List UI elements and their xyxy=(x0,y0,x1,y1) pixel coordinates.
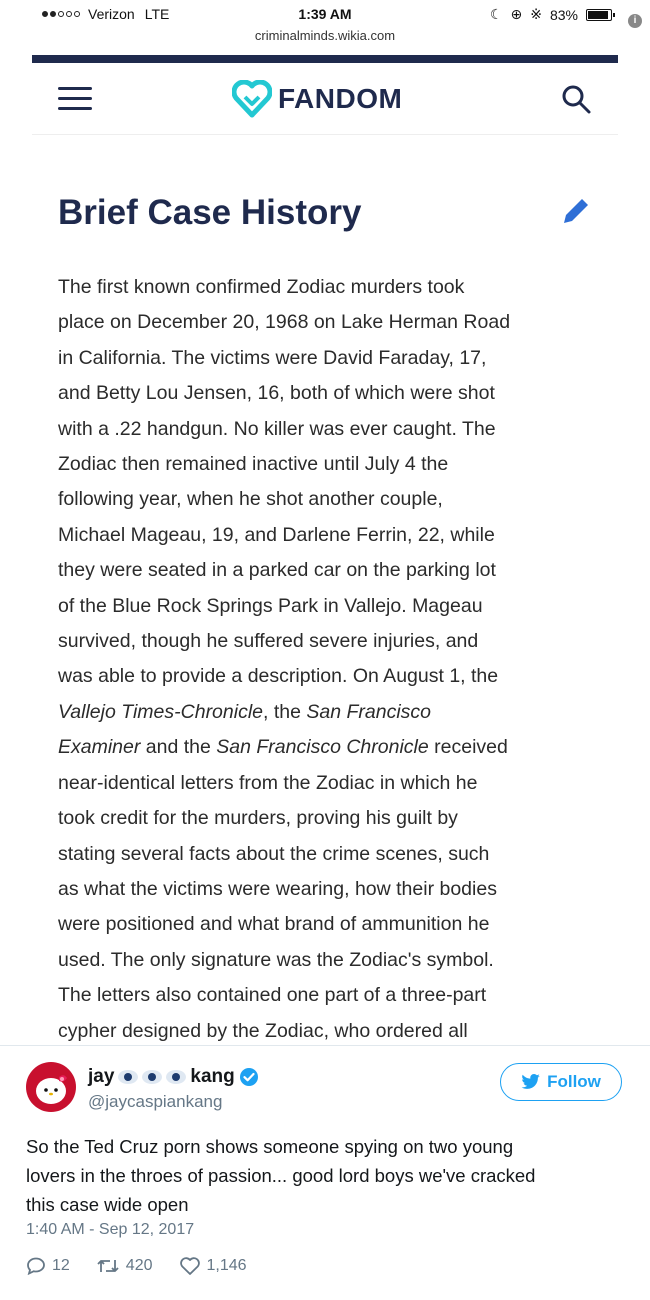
article-line: of the Blue Rock Springs Park in Vallejo. Mageau xyxy=(58,594,483,617)
article xyxy=(32,135,618,1045)
article-line: in California. The victims were David Faraday, 17, xyxy=(58,346,487,369)
status-bar xyxy=(32,0,618,28)
avatar[interactable] xyxy=(26,1062,76,1112)
article-line: were positioned and what brand of ammunition he xyxy=(58,913,490,936)
bluetooth-icon: ※ xyxy=(530,6,542,22)
status-icons xyxy=(490,6,612,23)
retweet-icon xyxy=(96,1257,120,1275)
edit-pencil-icon[interactable] xyxy=(558,193,594,229)
newspaper-title: San Francisco Chronicle xyxy=(216,736,429,759)
article-title: Brief Case History xyxy=(58,193,362,232)
article-body xyxy=(58,270,590,1045)
article-line: and Betty Lou Jensen, 16, both of which were shot xyxy=(58,382,495,405)
header-divider xyxy=(32,55,618,63)
article-line: used. The only signature was the Zodiac's symbol. xyxy=(58,948,494,971)
clock: 1:39 AM xyxy=(298,6,352,22)
menu-icon[interactable] xyxy=(58,87,92,111)
display-name[interactable]: jay kang xyxy=(88,1066,259,1088)
site-header xyxy=(32,63,618,135)
verified-badge-icon xyxy=(239,1067,259,1087)
avatar-image xyxy=(26,1062,76,1112)
location-icon: ⊕ xyxy=(510,6,523,22)
article-line: place on December 20, 1968 on Lake Herman Road xyxy=(58,311,511,334)
article-line: The first known confirmed Zodiac murders took xyxy=(58,276,465,298)
newspaper-title: Vallejo Times-Chronicle xyxy=(58,700,264,723)
article-line: Zodiac then remained inactive until July 4 the xyxy=(58,453,449,476)
network-type: LTE xyxy=(144,6,170,22)
carrier-name: Verizon xyxy=(88,6,135,22)
article-line: following year, when he shot another couple, xyxy=(58,488,443,511)
article-line: was able to provide a description. On August 1, the xyxy=(58,665,499,688)
article-line: they were seated in a parked car on the parking lot xyxy=(58,559,496,582)
fandom-logo[interactable] xyxy=(232,79,402,119)
fandom-heart-icon xyxy=(232,80,272,118)
article-line: near-identical letters from the Zodiac in which he xyxy=(58,771,478,794)
eye-emoji-icon xyxy=(166,1070,186,1084)
twitter-bird-icon xyxy=(521,1074,541,1090)
tweet-timestamp[interactable]: 1:40 AM - Sep 12, 2017 xyxy=(26,1221,195,1238)
search-icon[interactable] xyxy=(560,83,592,115)
battery-icon xyxy=(586,9,612,21)
article-line: Examiner and the San Francisco Chronicle received xyxy=(58,736,508,759)
url-bar[interactable]: criminalminds.wikia.com xyxy=(254,28,396,43)
reply-count: 12 xyxy=(52,1257,70,1274)
do-not-disturb-icon: ☾ xyxy=(489,6,503,22)
battery-percent: 83% xyxy=(549,6,578,23)
article-line: Michael Mageau, 19, and Darlene Ferrin, 22, while xyxy=(58,523,495,546)
retweet-button[interactable] xyxy=(96,1257,153,1275)
info-icon[interactable]: i xyxy=(628,14,642,28)
follow-button[interactable]: Follow xyxy=(500,1063,622,1101)
article-line: with a .22 handgun. No killer was ever caught. The xyxy=(58,417,496,440)
retweet-count: 420 xyxy=(125,1257,153,1274)
heart-icon xyxy=(179,1256,201,1276)
phone-screen xyxy=(32,0,618,1045)
fandom-wordmark: FANDOM xyxy=(278,83,403,114)
reply-icon xyxy=(26,1257,46,1275)
article-line: Vallejo Times-Chronicle, the San Francisco xyxy=(58,700,432,723)
tweet-actions xyxy=(26,1256,247,1276)
tweet-text: So the Ted Cruz porn shows someone spying on two young lovers in the throes of passion... good lord boys we've cracked this case wide open xyxy=(26,1136,536,1215)
newspaper-title: San Francisco xyxy=(306,700,432,723)
article-line: took credit for the murders, proving his guilt by xyxy=(58,807,458,830)
eye-emoji-icon xyxy=(118,1070,138,1084)
like-button[interactable] xyxy=(179,1256,247,1276)
like-count: 1,146 xyxy=(206,1257,247,1274)
tweet-card xyxy=(0,1045,650,1300)
user-handle[interactable]: @jaycaspiankang xyxy=(88,1092,223,1111)
article-line: stating several facts about the crime scenes, such xyxy=(58,842,490,865)
article-line: as what the victims were wearing, how their bodies xyxy=(58,877,497,900)
eye-emoji-icon xyxy=(142,1070,162,1084)
article-line: survived, though he suffered severe injuries, and xyxy=(58,630,479,653)
newspaper-title: Examiner xyxy=(58,736,141,759)
reply-button[interactable] xyxy=(26,1257,70,1275)
article-line: cypher designed by the Zodiac, who ordered all xyxy=(58,1019,468,1042)
article-line: The letters also contained one part of a three-part xyxy=(58,984,487,1007)
